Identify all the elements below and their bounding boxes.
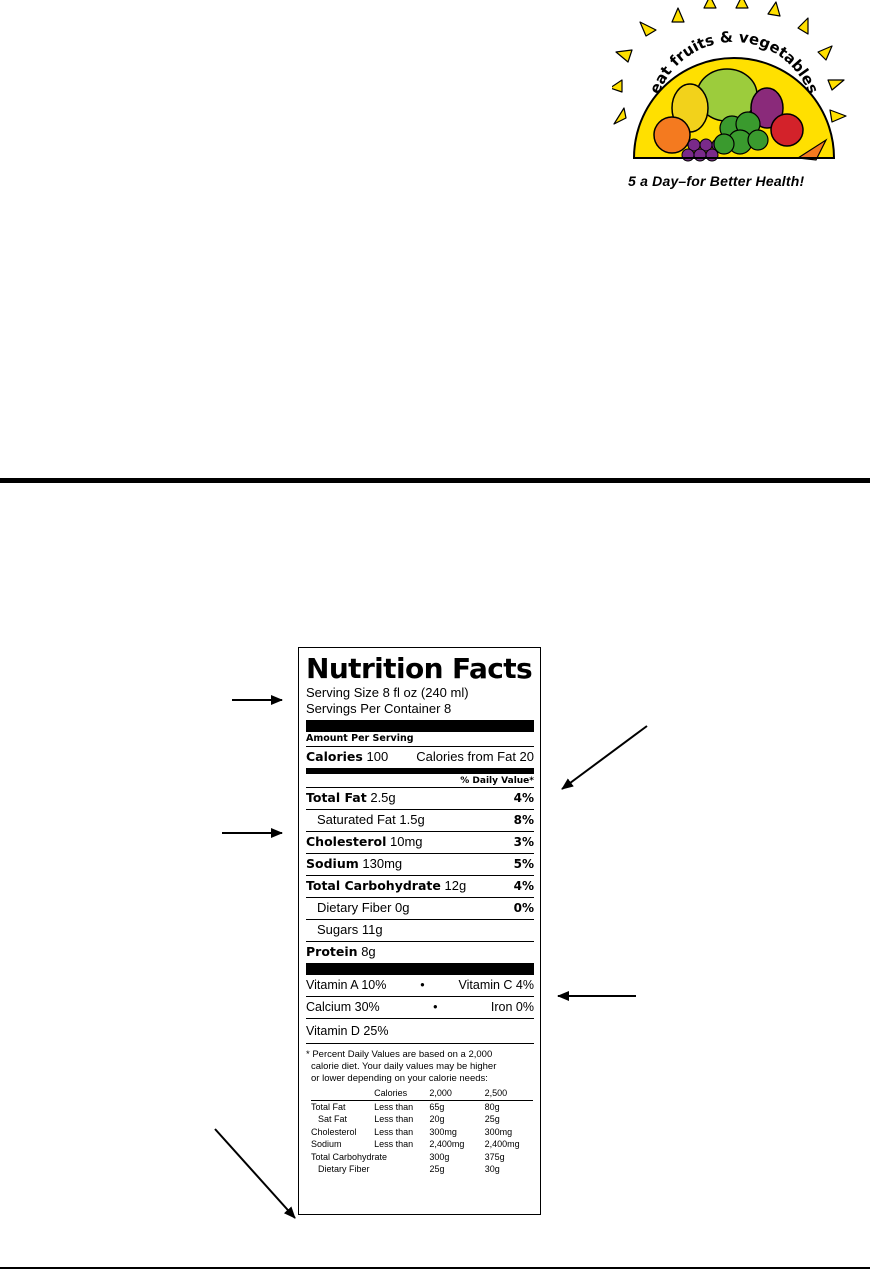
table-row: Cholesterol Less than 300mg 300mg	[311, 1126, 513, 1137]
nutrient-name: Saturated Fat	[317, 812, 396, 827]
bullet: •	[420, 978, 425, 992]
label-title: Nutrition Facts	[306, 652, 533, 685]
nutrient-name: Protein	[306, 944, 358, 959]
logo-tagline: 5 a Day–for Better Health!	[628, 173, 805, 189]
nutrient-name: Total Carbohydrate	[306, 878, 441, 893]
table-header: Calories 2,000 2,500	[374, 1088, 508, 1098]
arrow-icon	[215, 1129, 295, 1218]
nutrient-amount: 130mg	[362, 856, 403, 871]
nutrient-amount: 2.5g	[370, 790, 396, 805]
footnote-line: * Percent Daily Values are based on a 2,000	[306, 1049, 493, 1060]
nutrient-dv: 4%	[513, 879, 534, 893]
nutrient-name: Total Fat	[306, 790, 367, 805]
bottom-divider	[0, 1267, 870, 1269]
logo-arc-text: eat fruits & vegetables	[645, 27, 823, 97]
nutrient-dv: 3%	[513, 835, 534, 849]
calories-value: 100	[366, 749, 389, 764]
nutrient-amount: 1.5g	[399, 812, 425, 827]
calories-from-fat: Calories from Fat 20	[416, 749, 534, 764]
arrow-icon	[562, 726, 647, 789]
nutrient-dv: 8%	[513, 813, 534, 827]
nutrient-dv: 4%	[513, 791, 534, 805]
table-row: Total Fat Less than 65g 80g	[311, 1101, 500, 1112]
vitamin-a: Vitamin A 10%	[306, 978, 387, 992]
serving-size: Serving Size 8 fl oz (240 ml)	[306, 685, 469, 700]
nutrient-amount: 10mg	[389, 834, 423, 849]
daily-value-header: % Daily Value*	[460, 776, 534, 786]
table-row: Dietary Fiber 25g 30g	[318, 1164, 500, 1174]
calories-label: Calories	[306, 749, 363, 764]
vitamin-d: Vitamin D 25%	[306, 1024, 389, 1038]
vitamin-c: Vitamin C 4%	[458, 978, 534, 992]
iron: Iron 0%	[490, 1000, 534, 1014]
footnote-line: or lower depending on your calorie needs:	[311, 1073, 488, 1084]
table-row: Sodium Less than 2,400mg 2,400mg	[311, 1139, 520, 1149]
nutrient-name: Cholesterol	[306, 834, 387, 849]
nutrient-name: Sodium	[306, 856, 359, 871]
servings-per-container: Servings Per Container 8	[306, 701, 452, 716]
footnote-line: calorie diet. Your daily values may be higher	[311, 1061, 497, 1072]
nutrient-amount: 11g	[361, 922, 383, 937]
nutrient-name: Sugars	[317, 922, 359, 937]
nutrient-dv: 0%	[513, 901, 534, 915]
nutrient-amount: 8g	[361, 944, 376, 959]
nutrient-name: Dietary Fiber	[317, 900, 392, 915]
amount-per-serving: Amount Per Serving	[306, 733, 414, 744]
calcium: Calcium 30%	[306, 1000, 380, 1014]
nutrient-amount: 0g	[395, 900, 410, 915]
nutrient-amount: 12g	[444, 878, 467, 893]
bullet: •	[433, 1000, 438, 1014]
table-row: Total Carbohydrate 300g 375g	[311, 1151, 505, 1162]
table-row: Sat Fat Less than 20g 25g	[318, 1114, 500, 1124]
nutrient-dv: 5%	[513, 857, 534, 871]
